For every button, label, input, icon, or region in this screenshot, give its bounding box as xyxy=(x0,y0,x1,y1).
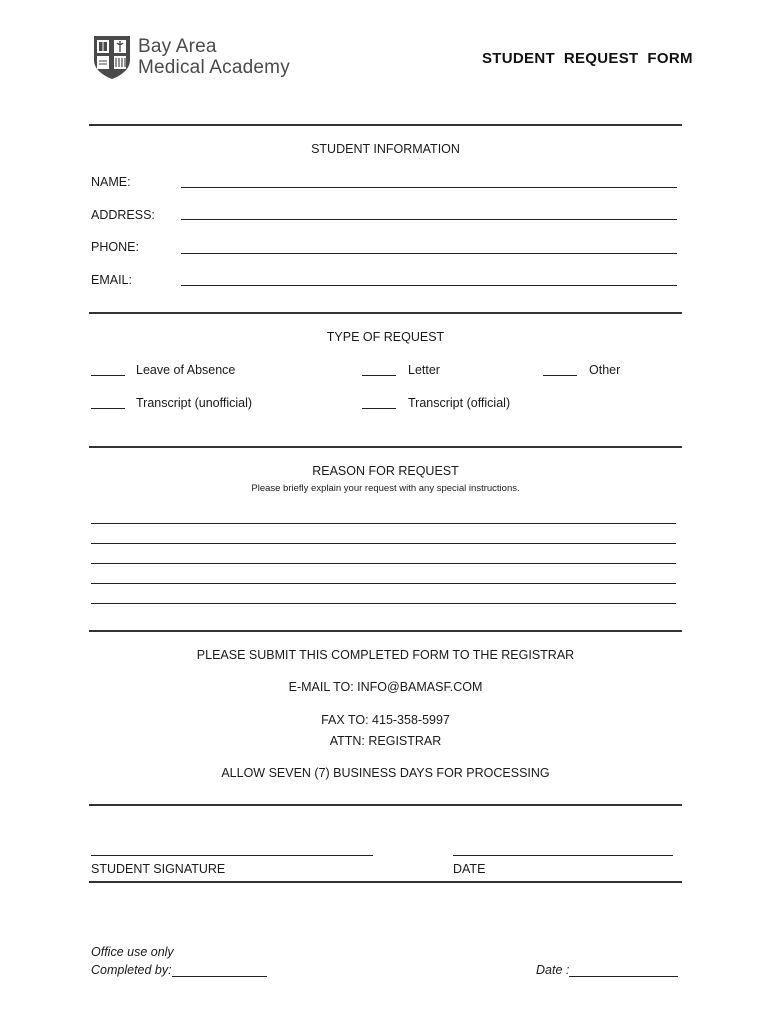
divider xyxy=(89,804,682,806)
reason-line[interactable] xyxy=(91,603,676,604)
completed-by-label: Completed by: xyxy=(91,963,172,977)
form-title: STUDENT REQUEST FORM xyxy=(482,50,693,67)
submit-fax: FAX TO: 415-358-5997 xyxy=(321,713,450,727)
divider xyxy=(89,881,682,883)
email-label: EMAIL: xyxy=(91,273,132,287)
leave-of-absence-blank[interactable] xyxy=(91,375,125,376)
reason-line[interactable] xyxy=(91,563,676,564)
option-transcript-official: Transcript (official) xyxy=(408,396,511,410)
reason-line[interactable] xyxy=(91,523,676,524)
section-title-reason-for-request: REASON FOR REQUEST xyxy=(312,464,459,478)
option-letter: Letter xyxy=(408,363,440,377)
office-date-label: Date : xyxy=(536,963,570,977)
other-blank[interactable] xyxy=(543,375,577,376)
phone-field[interactable] xyxy=(181,253,677,254)
submit-email: E-MAIL TO: INFO@BAMASF.COM xyxy=(288,680,483,694)
letter-blank[interactable] xyxy=(362,375,396,376)
reason-line[interactable] xyxy=(91,543,676,544)
transcript-official-blank[interactable] xyxy=(362,408,396,409)
option-other: Other xyxy=(589,363,621,377)
divider xyxy=(89,446,682,448)
transcript-unofficial-blank[interactable] xyxy=(91,408,125,409)
student-signature-label: STUDENT SIGNATURE xyxy=(91,862,226,876)
submit-attn: ATTN: REGISTRAR xyxy=(329,734,442,748)
address-field[interactable] xyxy=(181,219,677,220)
reason-instructions: Please briefly explain your request with any special instructions. xyxy=(251,483,520,494)
submit-instructions: PLEASE SUBMIT THIS COMPLETED FORM TO THE REGISTRAR xyxy=(196,648,575,662)
name-label: NAME: xyxy=(91,175,131,189)
divider xyxy=(89,124,682,126)
logo xyxy=(92,34,132,80)
reason-line[interactable] xyxy=(91,583,676,584)
logo-line-1: Bay Area xyxy=(138,36,217,57)
divider xyxy=(89,312,682,314)
date-field[interactable] xyxy=(453,855,673,856)
student-signature-field[interactable] xyxy=(91,855,373,856)
logo-line-2: Medical Academy xyxy=(138,57,290,78)
address-label: ADDRESS: xyxy=(91,208,155,222)
date-label: DATE xyxy=(453,862,486,876)
phone-label: PHONE: xyxy=(91,240,139,254)
completed-by-field[interactable] xyxy=(172,976,267,977)
section-title-type-of-request: TYPE OF REQUEST xyxy=(326,330,445,344)
office-use-title: Office use only xyxy=(91,945,174,959)
option-transcript-unofficial: Transcript (unofficial) xyxy=(136,396,253,410)
divider xyxy=(89,630,682,632)
email-field[interactable] xyxy=(181,285,677,286)
section-title-student-information: STUDENT INFORMATION xyxy=(311,142,460,156)
option-leave-of-absence: Leave of Absence xyxy=(136,363,236,377)
shield-logo-icon xyxy=(92,34,132,80)
office-date-field[interactable] xyxy=(569,976,678,977)
name-field[interactable] xyxy=(181,187,677,188)
processing-note: ALLOW SEVEN (7) BUSINESS DAYS FOR PROCESSING xyxy=(221,766,550,780)
